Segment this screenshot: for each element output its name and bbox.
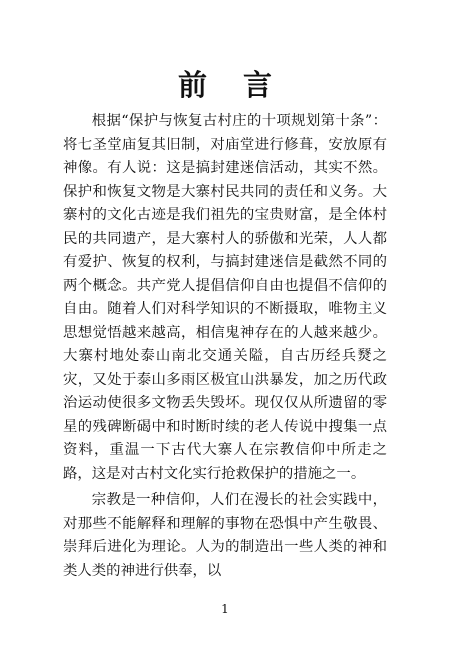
page-number: 1 (221, 602, 229, 616)
paragraph-2: 宗教是一种信仰，人们在漫长的社会实践中，对那些不能解释和理解的事物在恐惧中产生敬畏、崇拜后进化为理论。人为的制造出一些人类的神和类人类的神进行供奉，以 (63, 492, 387, 579)
body-text (63, 110, 387, 583)
page-title: 前言 (177, 68, 308, 102)
paragraph-1: 根据“保护与恢复古村庄的十项规划第十条”：将七圣堂庙复其旧制，对庙堂进行修葺，安放原有神像。有人说：这是搞封建迷信活动，其实不然。保护和恢复文物是大寨村民共同的责任和义务。大寨村的文化古迹是我们祖先的宝贵财富，是全体村民的共同遗产，是大寨村人的骄傲和光荣，人人都有爱护、恢复的权利，与搞封建迷信是截然不同的两个概念。共产党人提倡信仰自由也提倡不信仰的自由。随着人们对科学知识的不断摄取，唯物主义思想觉悟越来越高，相信鬼神存在的人越来越少。大寨村地处泰山南北交通关隘，自古历经兵燹之灾，又处于泰山多雨区极宜山洪暴发，加之历代政治运动使很多文物丢失毁坏。现仅仅从所遗留的零星的残碑断碣中和时断时续的老人传说中搜集一点资料，重温一下古代大寨人在宗教信仰中所走之路，这是对古村文化实行抢救保护的措施之一。 (63, 113, 387, 482)
